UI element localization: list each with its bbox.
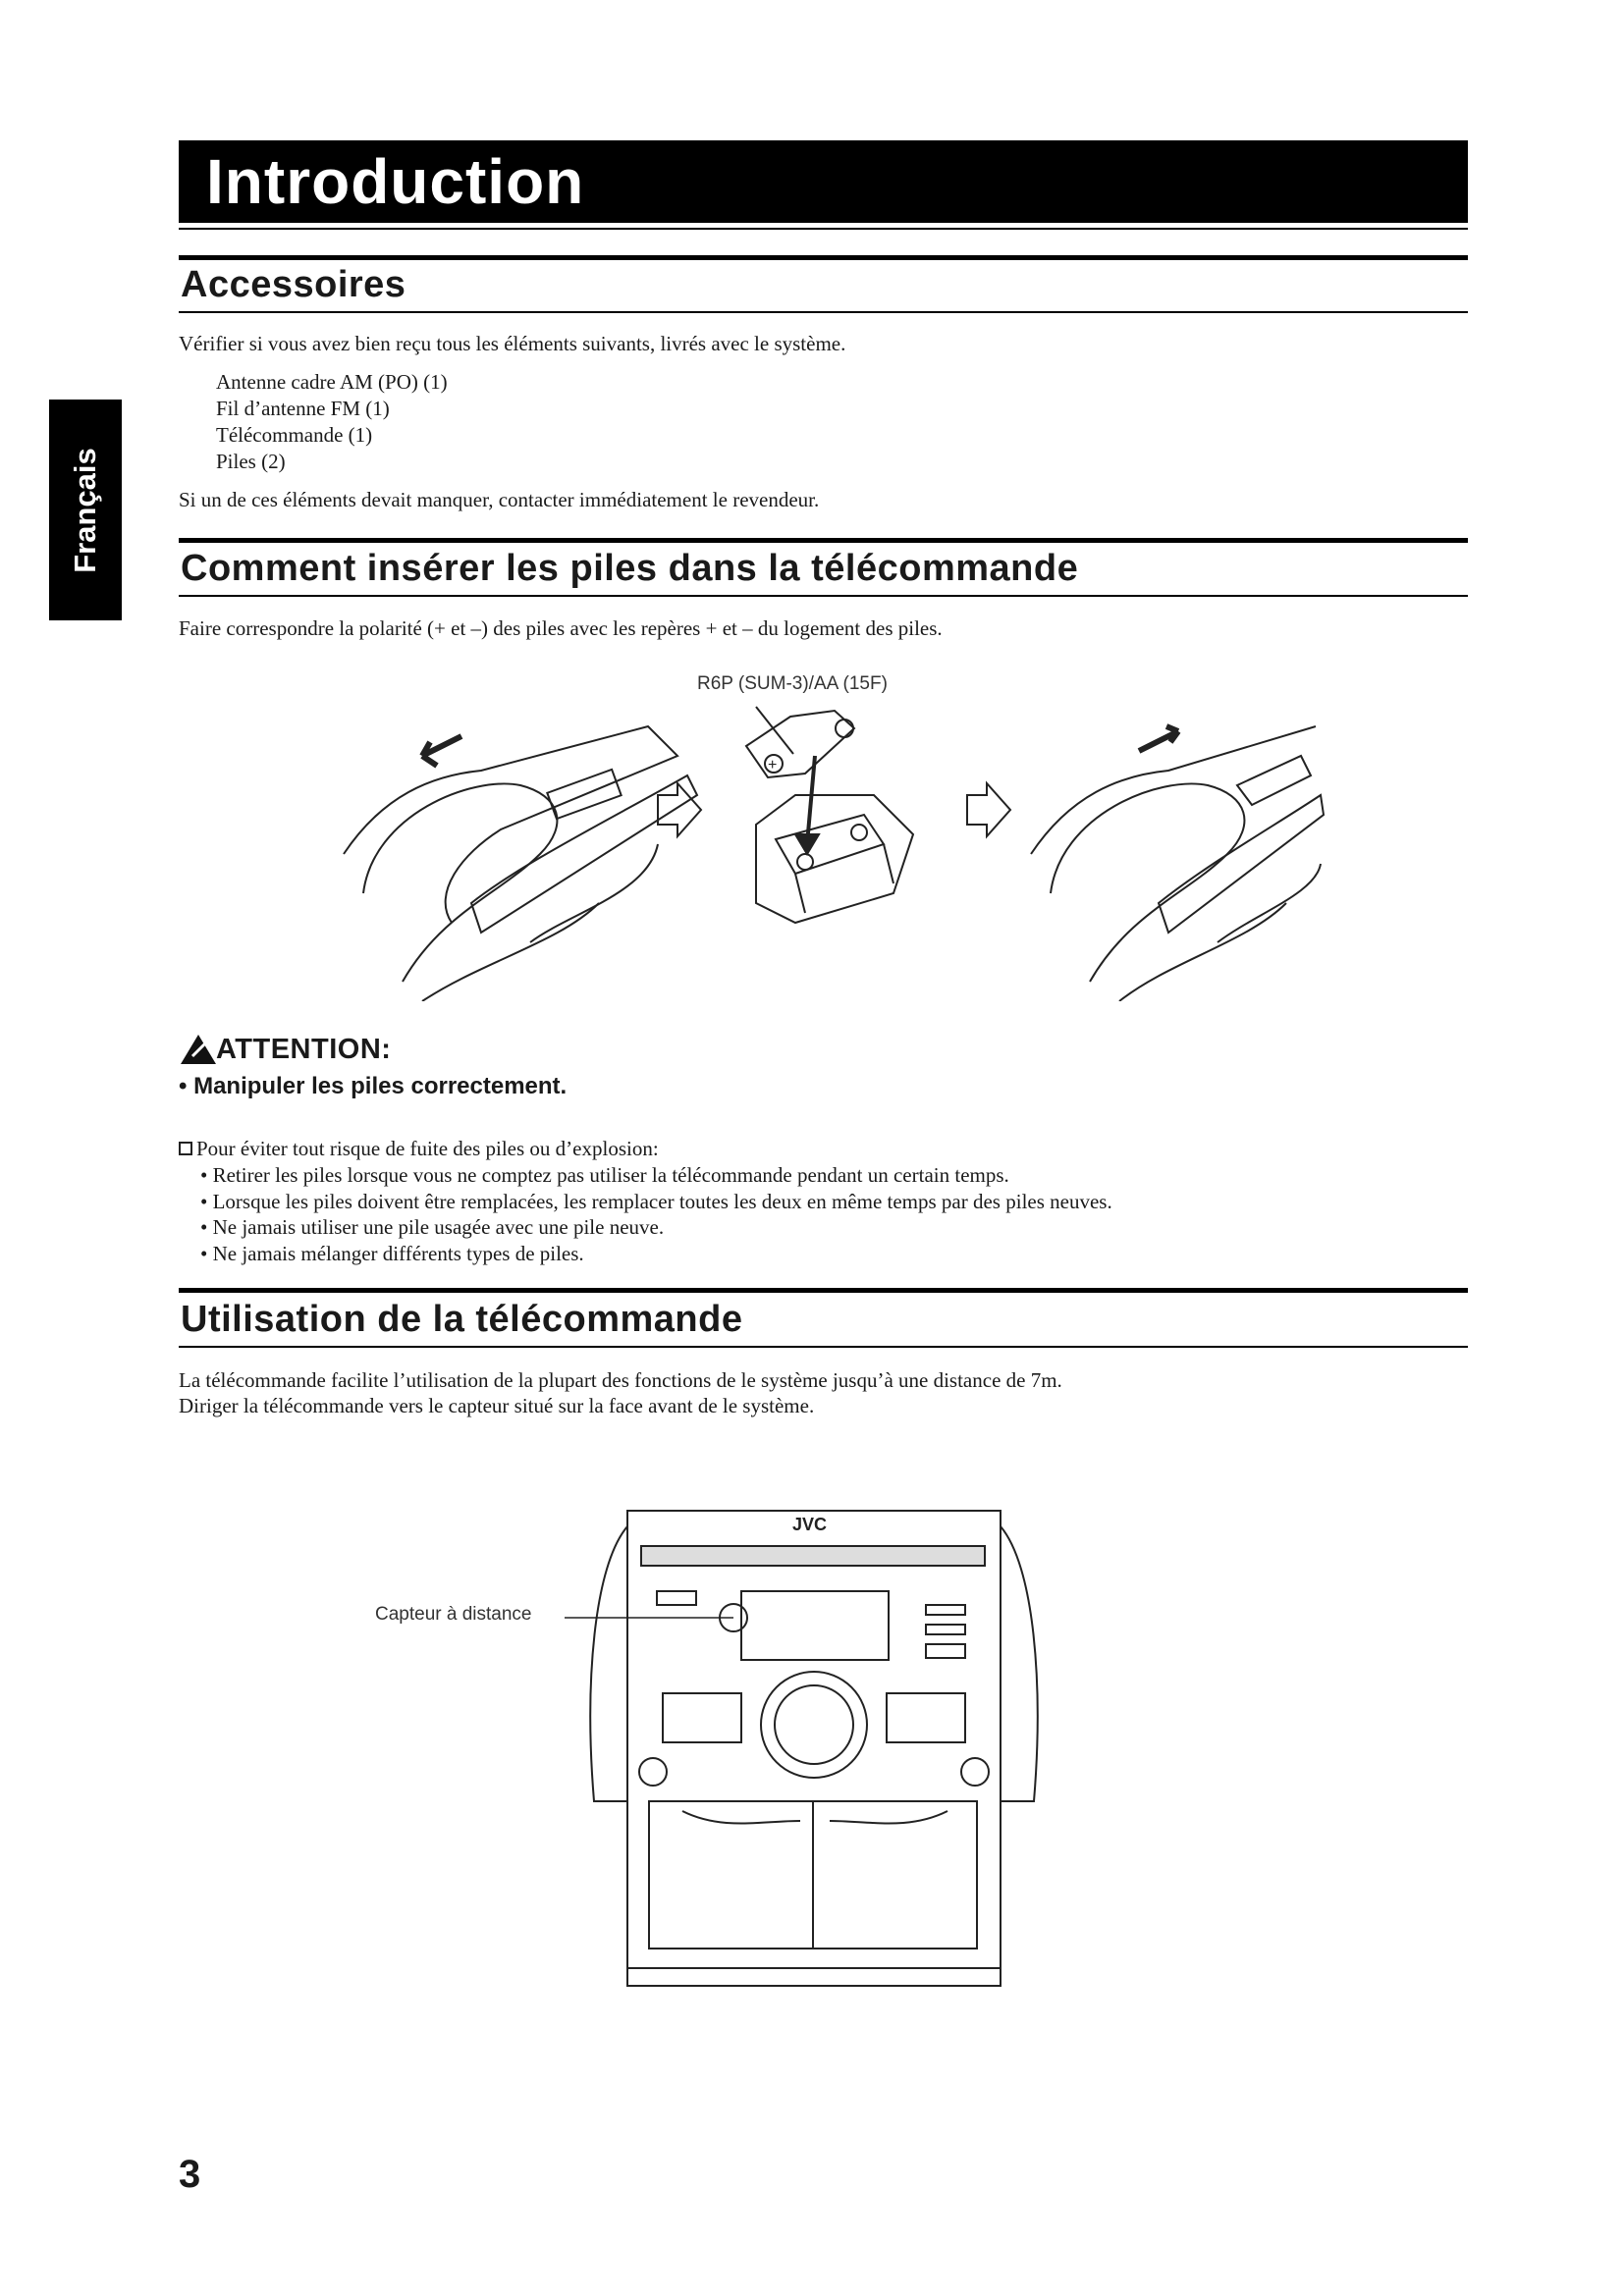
section-rule-bottom bbox=[179, 595, 1468, 597]
list-item: • Ne jamais mélanger différents types de piles. bbox=[200, 1241, 584, 1265]
title-underline bbox=[179, 228, 1468, 230]
checkbox-icon bbox=[179, 1142, 192, 1155]
list-item: Fil d’antenne FM (1) bbox=[216, 397, 390, 420]
attention-lead: Pour éviter tout risque de fuite des piles ou d’explosion: bbox=[196, 1137, 659, 1160]
section-title-remote: Utilisation de la télécommande bbox=[181, 1299, 743, 1340]
battery-insertion-illustration bbox=[324, 667, 1326, 1001]
remote-line: La télécommande facilite l’utilisation de la plupart des fonctions de le système jusqu’à une distance de 7m. bbox=[179, 1368, 1062, 1392]
list-item: • Lorsque les piles doivent être remplacées, les remplacer toutes les deux en même temps par des piles neuves. bbox=[200, 1189, 1112, 1213]
section-rule-top bbox=[179, 538, 1468, 543]
remote-open-illustration bbox=[344, 726, 697, 1001]
list-item: Antenne cadre AM (PO) (1) bbox=[216, 370, 448, 394]
section-rule-top bbox=[179, 1288, 1468, 1293]
section-rule-bottom bbox=[179, 1346, 1468, 1348]
section-title-accessories: Accessoires bbox=[181, 264, 406, 305]
attention-label: ATTENTION: bbox=[216, 1034, 392, 1065]
attention-subtitle: • Manipuler les piles correctement. bbox=[179, 1073, 568, 1099]
outline-arrow-icon bbox=[967, 783, 1010, 836]
remote-line: Diriger la télécommande vers le capteur situé sur la face avant de le système. bbox=[179, 1394, 815, 1417]
list-item: • Ne jamais utiliser une pile usagée avec une pile neuve. bbox=[200, 1215, 665, 1239]
accessories-note: Si un de ces éléments devait manquer, contacter immédiatement le revendeur. bbox=[179, 488, 820, 511]
sensor-label: Capteur à distance bbox=[375, 1604, 532, 1625]
language-tab-label: Français bbox=[68, 447, 103, 573]
list-item: Télécommande (1) bbox=[216, 423, 373, 447]
stereo-system-illustration bbox=[565, 1507, 1075, 1998]
remote-text bbox=[179, 1367, 1062, 1418]
attention-bullets bbox=[200, 1162, 1112, 1266]
section-title-batteries: Comment insérer les piles dans la télécommande bbox=[181, 548, 1079, 589]
page-number: 3 bbox=[179, 2153, 201, 2196]
remote-closed-illustration bbox=[1031, 726, 1324, 1001]
svg-text:+: + bbox=[768, 757, 778, 774]
attention-triangle-icon bbox=[179, 1033, 218, 1066]
page-title: Introduction bbox=[206, 146, 585, 217]
section-rule-bottom bbox=[179, 311, 1468, 313]
accessories-intro: Vérifier si vous avez bien reçu tous les éléments suivants, livrés avec le système. bbox=[179, 332, 846, 355]
section-rule-top bbox=[179, 255, 1468, 260]
remote-battery-illustration bbox=[746, 707, 913, 923]
accessories-list bbox=[216, 369, 448, 475]
list-item: • Retirer les piles lorsque vous ne comptez pas utiliser la télécommande pendant un certain temps. bbox=[200, 1163, 1009, 1187]
language-tab-label-wrap bbox=[49, 400, 122, 620]
battery-type-label: R6P (SUM-3)/AA (15F) bbox=[697, 673, 888, 694]
batteries-intro: Faire correspondre la polarité (+ et –) des piles avec les repères + et – du logement des piles. bbox=[179, 616, 943, 640]
list-item: Piles (2) bbox=[216, 450, 286, 473]
brand-logo: JVC bbox=[792, 1515, 828, 1534]
